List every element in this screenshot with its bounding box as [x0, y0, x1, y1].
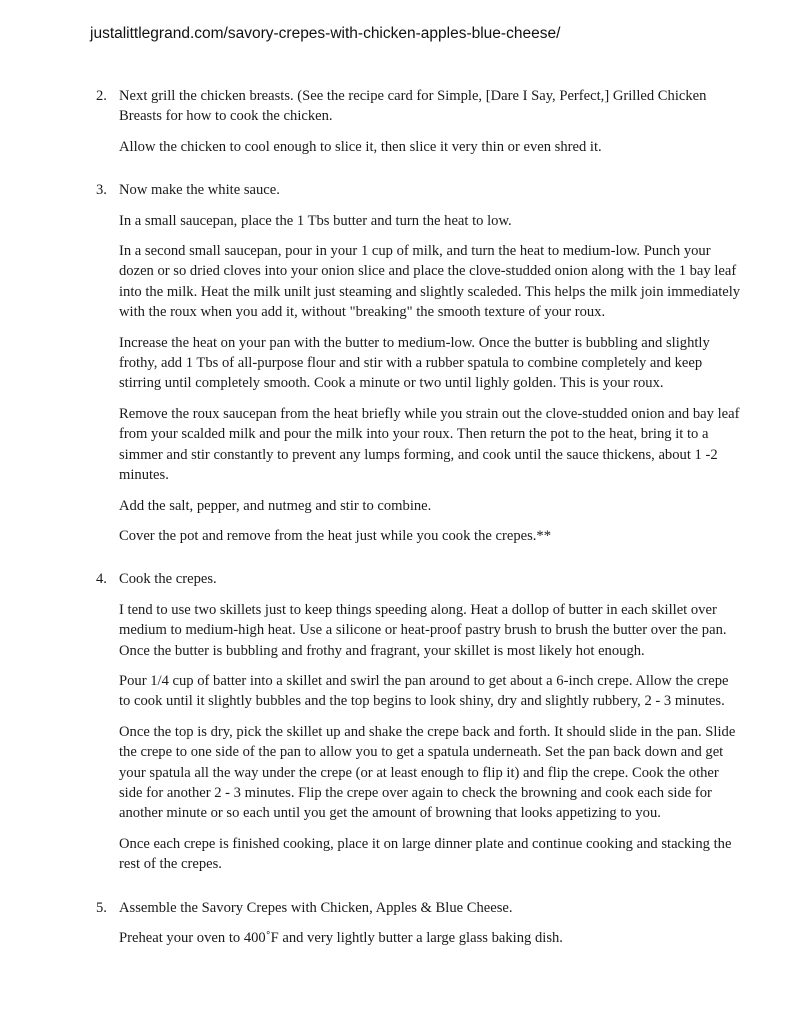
- step-paragraph: Now make the white sauce.: [119, 182, 280, 199]
- step-paragraph: Pour 1/4 cup of batter into a skillet and swirl the pan around to get about a 6-inch crepe. Allow the crepe to cook until it slightly bubbles and the top begins to look shiny, dry and slightly rubbery, 2 - 3 minutes.: [119, 672, 729, 710]
- step-item: [96, 898, 741, 949]
- step-paragraph: Once the top is dry, pick the skillet up and shake the crepe back and forth. It should slide in the pan. Slide the crepe to one side of the pan to allow you to get a spatula underneath. Set the pan back down and get your spatula all the way under the crepe (or at least enough to flip it) and flip the crepe. Cook the other side for another 2 - 3 minutes. Flip the crepe over again to check the browning and cook each side for another minute or so each until you get the amount of browning that looks appetizing to you.: [119, 723, 736, 822]
- page-url: justalittlegrand.com/savory-crepes-with-chicken-apples-blue-cheese/: [90, 25, 561, 42]
- step-paragraph: Assemble the Savory Crepes with Chicken, Apples & Blue Cheese.: [119, 899, 513, 916]
- step-paragraph: Add the salt, pepper, and nutmeg and stir to combine.: [119, 497, 432, 514]
- step-number: 3.: [96, 182, 107, 199]
- step-paragraph: Next grill the chicken breasts. (See the recipe card for Simple, [Dare I Say, Perfect,] Grilled Chicken Breasts for how to cook the chicken.: [119, 88, 707, 125]
- step-item: [96, 86, 741, 157]
- step-paragraph: Increase the heat on your pan with the butter to medium-low. Once the butter is bubbling and slightly frothy, add 1 Tbs of all-purpose flour and stir with a rubber spatula to combine completely and keep stirring until completely smooth. Cook a minute or two until lighly golden. This is your roux.: [119, 334, 710, 392]
- step-item: [96, 569, 741, 874]
- step-item: [96, 180, 741, 546]
- step-paragraph: Once each crepe is finished cooking, place it on large dinner plate and continue cooking and stacking the rest of the crepes.: [119, 835, 732, 873]
- step-paragraph: Allow the chicken to cool enough to slice it, then slice it very thin or even shred it.: [119, 138, 602, 155]
- step-number: 2.: [96, 88, 107, 104]
- step-paragraph: Cover the pot and remove from the heat just while you cook the crepes.**: [119, 527, 552, 544]
- step-paragraph: In a small saucepan, place the 1 Tbs butter and turn the heat to low.: [119, 212, 512, 229]
- step-paragraph: I tend to use two skillets just to keep things speeding along. Heat a dollop of butter in each skillet over medium to medium-high heat. Use a silicone or heat-proof pastry brush to brush the butter over the pan. Once the butter is bubbling and frothy and fragrant, your skillet is most likely hot enough.: [119, 601, 727, 659]
- step-paragraph: In a second small saucepan, pour in your 1 cup of milk, and turn the heat to medium-low. Punch your dozen or so dried cloves into your onion slice and place the clove-studded onion along with the 1 bay leaf into the milk. Heat the milk unilt just steaming and slightly scaleded. This helps the milk join immediately with the roux when you add it, without "breaking" the smooth texture of your roux.: [119, 243, 741, 321]
- step-number: 5.: [96, 899, 107, 916]
- step-paragraph: Remove the roux saucepan from the heat briefly while you strain out the clove-studded onion and bay leaf from your scalded milk and pour the milk into your roux. Then return the pot to the heat, bring it to a simmer and stir constantly to prevent any lumps forming, and cook until the sauce thickens, about 1 -2 minutes.: [119, 405, 740, 484]
- step-paragraph: Preheat your oven to 400˚F and very lightly butter a large glass baking dish.: [119, 930, 563, 946]
- step-paragraph: Cook the crepes.: [119, 571, 217, 588]
- recipe-steps: [96, 86, 741, 971]
- step-number: 4.: [96, 571, 107, 588]
